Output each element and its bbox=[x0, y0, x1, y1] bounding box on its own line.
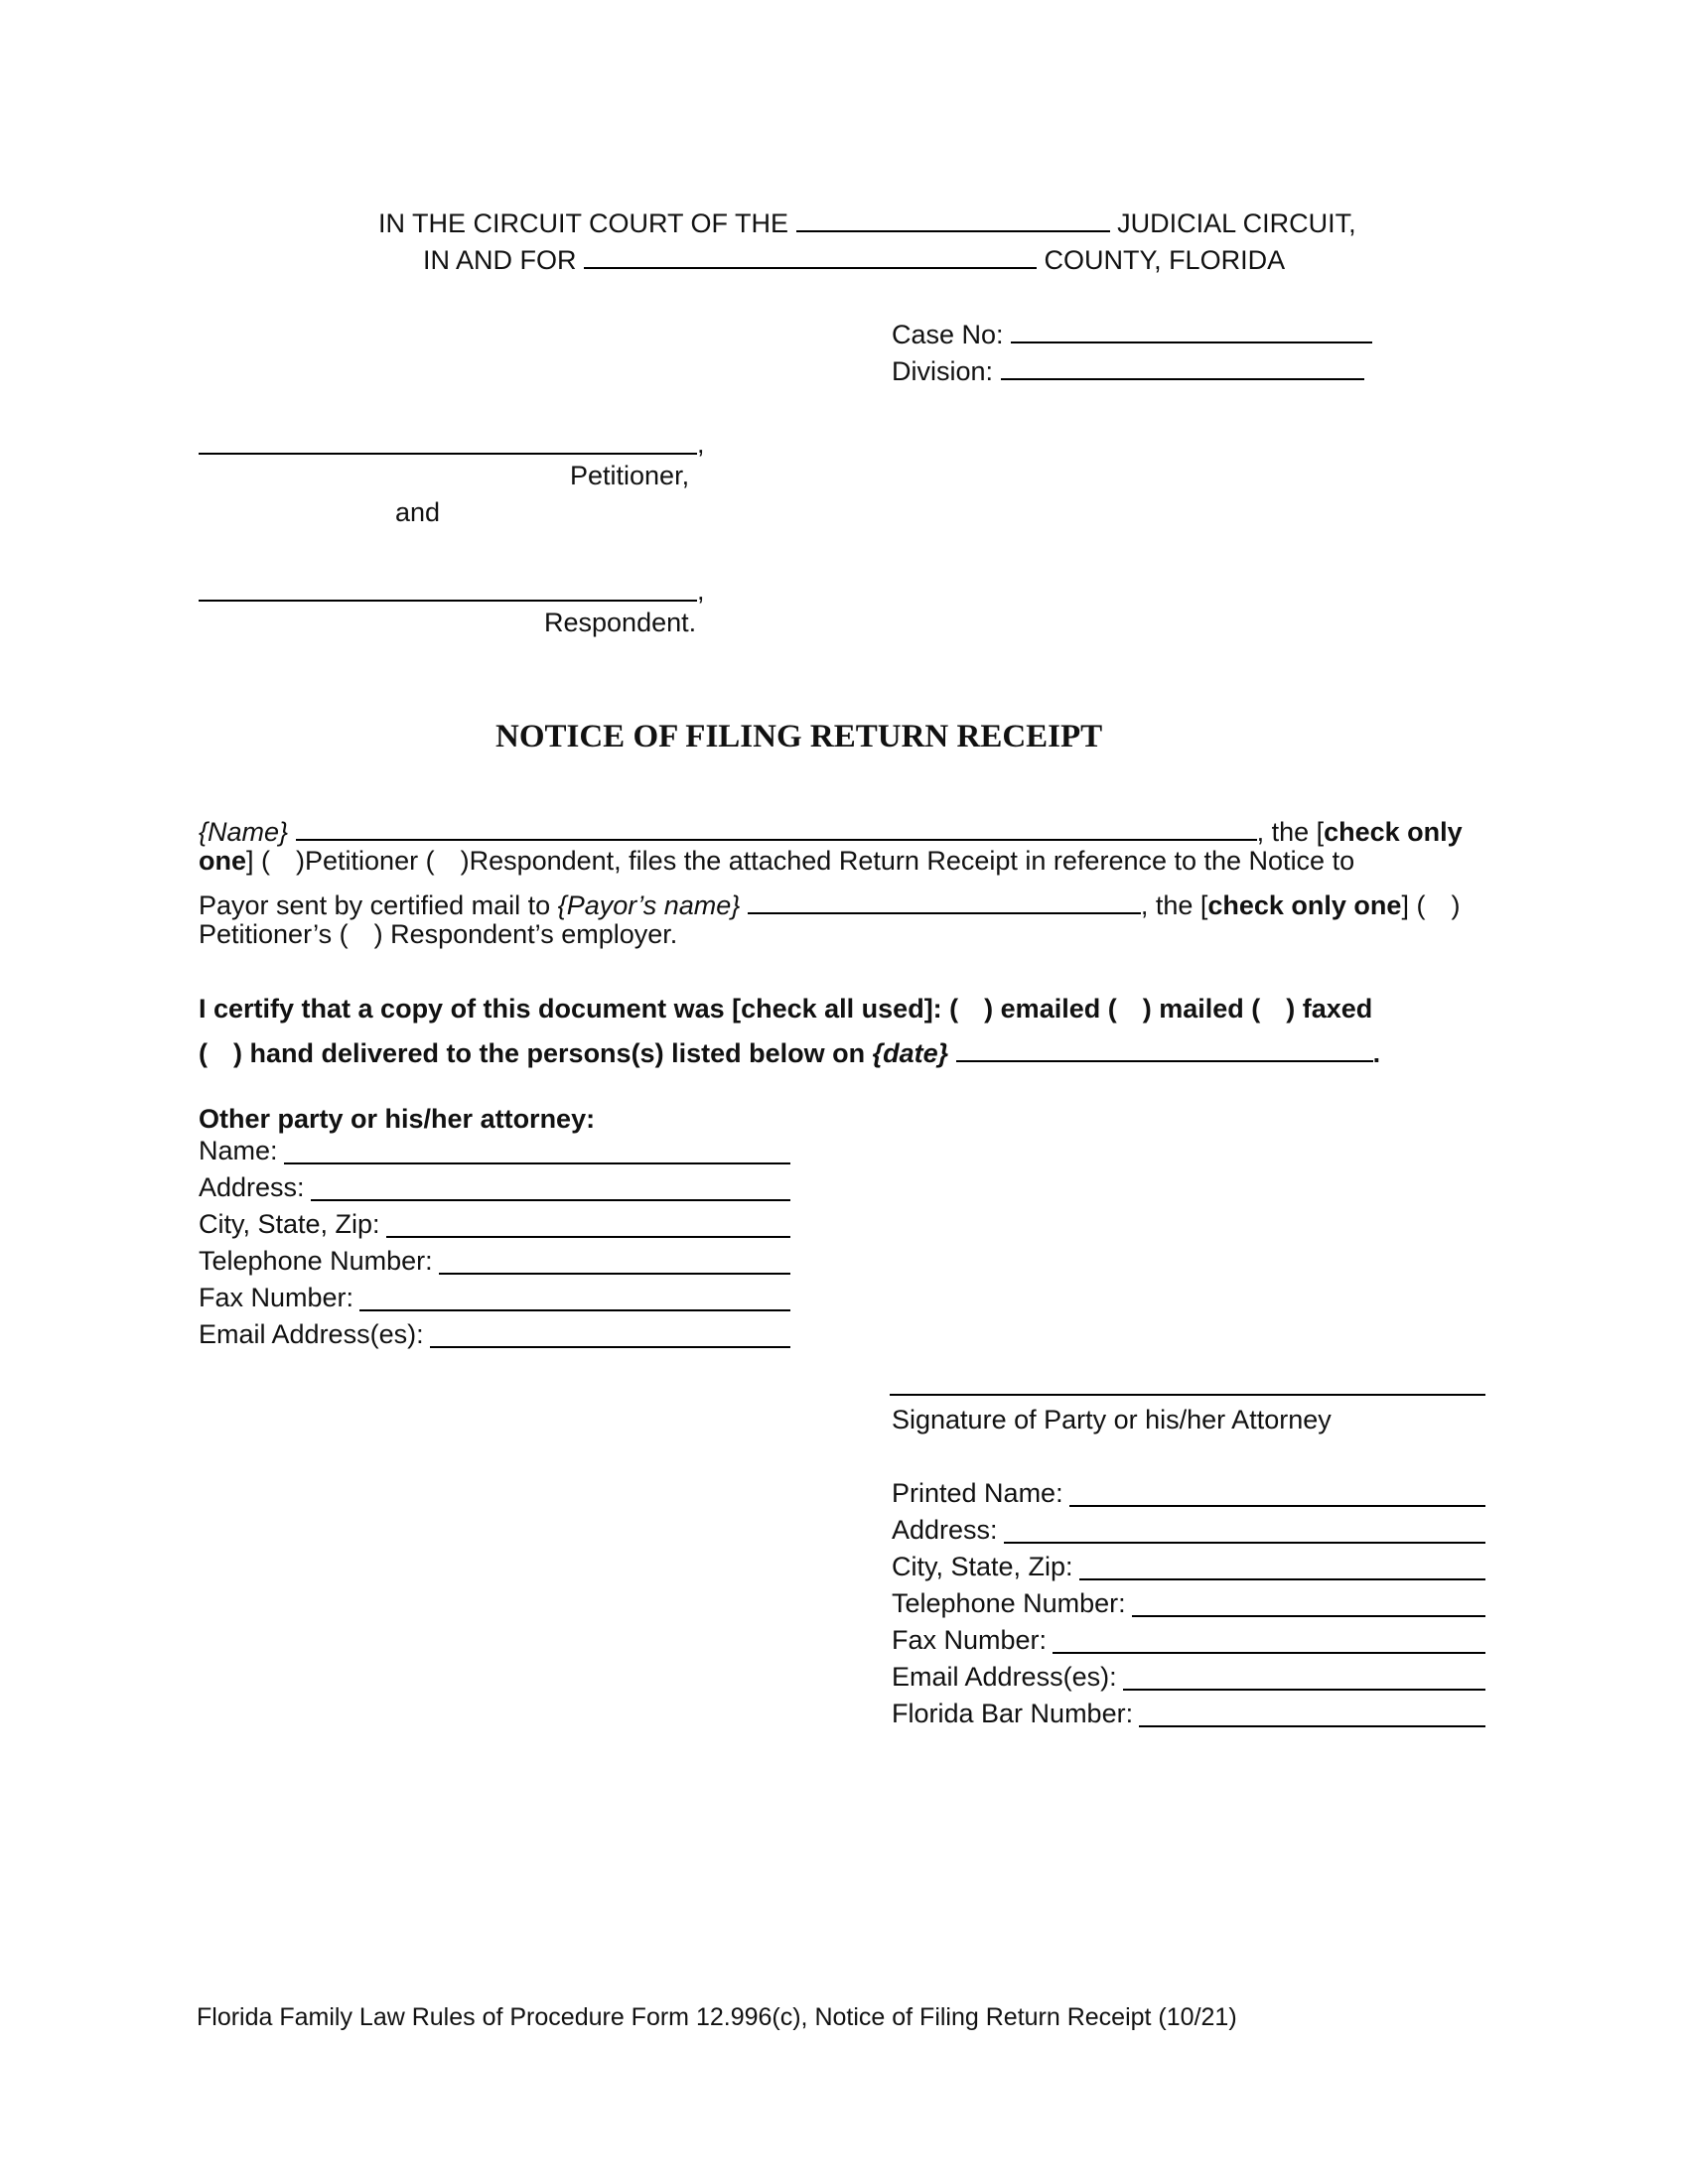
signer-city-blank[interactable] bbox=[1079, 1555, 1485, 1580]
signer-telephone-blank[interactable] bbox=[1132, 1591, 1485, 1617]
other-party-telephone-label: Telephone Number: bbox=[199, 1246, 433, 1276]
close-paren: ) bbox=[1451, 890, 1461, 920]
other-party-fax-blank[interactable] bbox=[359, 1286, 790, 1311]
service-date-blank[interactable] bbox=[956, 1032, 1373, 1062]
other-party-address-blank[interactable] bbox=[311, 1175, 790, 1201]
printed-name-row bbox=[892, 1480, 1485, 1507]
florida-bar-row bbox=[892, 1701, 1485, 1727]
the-text-2: , the [ bbox=[1140, 890, 1208, 920]
other-party-address-label: Address: bbox=[199, 1172, 305, 1202]
signer-fax-label: Fax Number: bbox=[892, 1625, 1048, 1655]
case-no-label: Case No: bbox=[892, 320, 1004, 349]
division-blank[interactable] bbox=[1001, 350, 1364, 380]
respondent-label: Respondent. bbox=[544, 608, 697, 637]
signer-address-blank[interactable] bbox=[1004, 1518, 1485, 1544]
signer-email-blank[interactable] bbox=[1123, 1665, 1485, 1691]
certify-line-2 bbox=[199, 1032, 1380, 1067]
other-party-city-row bbox=[199, 1211, 790, 1238]
county-blank[interactable] bbox=[584, 239, 1037, 269]
document-title: NOTICE OF FILING RETURN RECEIPT bbox=[495, 719, 1103, 754]
payor-text: Payor sent by certified mail to bbox=[199, 890, 551, 920]
respondent-comma: , bbox=[697, 576, 705, 606]
check-only-one-label: check only bbox=[1324, 817, 1463, 847]
court-header-line-1 bbox=[378, 203, 1356, 237]
emailed-option: ) emailed ( bbox=[984, 994, 1117, 1024]
date-placeholder: {date} bbox=[872, 1038, 949, 1068]
signer-email-label: Email Address(es): bbox=[892, 1662, 1117, 1692]
bracket-paren: ] ( bbox=[246, 846, 271, 876]
signer-city-row bbox=[892, 1554, 1485, 1580]
signer-city-label: City, State, Zip: bbox=[892, 1552, 1073, 1581]
body-line-2 bbox=[199, 848, 1354, 875]
other-party-email-row bbox=[199, 1321, 790, 1348]
other-party-email-label: Email Address(es): bbox=[199, 1319, 424, 1349]
other-party-fax-row bbox=[199, 1285, 790, 1311]
county-florida-label: COUNTY, FLORIDA bbox=[1044, 245, 1286, 275]
other-party-city-label: City, State, Zip: bbox=[199, 1209, 380, 1239]
case-no-row bbox=[892, 314, 1372, 348]
certify-text: I certify that a copy of this document was [check all used]: ( bbox=[199, 994, 959, 1024]
body-line-3 bbox=[199, 885, 1460, 919]
signer-address-row bbox=[892, 1517, 1485, 1544]
division-row bbox=[892, 350, 1364, 385]
petitioner-name-blank[interactable] bbox=[199, 453, 697, 455]
signer-email-row bbox=[892, 1664, 1485, 1691]
filer-name-blank[interactable] bbox=[296, 811, 1257, 841]
faxed-option: ) faxed bbox=[1286, 994, 1373, 1024]
signature-line[interactable] bbox=[890, 1394, 1485, 1396]
printed-name-blank[interactable] bbox=[1069, 1481, 1485, 1507]
other-party-name-label: Name: bbox=[199, 1136, 278, 1165]
respondent-name-blank[interactable] bbox=[199, 600, 697, 602]
body-line-1 bbox=[199, 811, 1463, 846]
signer-fax-blank[interactable] bbox=[1053, 1628, 1485, 1654]
court-header-text: IN THE CIRCUIT COURT OF THE bbox=[378, 208, 789, 238]
other-party-address-row bbox=[199, 1174, 790, 1201]
case-no-blank[interactable] bbox=[1011, 314, 1372, 343]
judicial-circuit-blank[interactable] bbox=[796, 203, 1110, 232]
signer-address-label: Address: bbox=[892, 1515, 998, 1545]
the-text: , the [ bbox=[1256, 817, 1325, 847]
other-party-heading: Other party or his/her attorney: bbox=[199, 1104, 596, 1134]
petitioner-option: )Petitioner ( bbox=[296, 846, 435, 876]
check-only-one-label-cont: one bbox=[199, 846, 247, 876]
other-party-city-blank[interactable] bbox=[386, 1212, 790, 1238]
division-label: Division: bbox=[892, 356, 994, 386]
payor-name-placeholder: {Payor’s name} bbox=[557, 890, 741, 920]
judicial-circuit-label: JUDICIAL CIRCUIT, bbox=[1117, 208, 1356, 238]
other-party-telephone-row bbox=[199, 1248, 790, 1275]
respondents-employer-option: ) Respondent’s employer. bbox=[373, 919, 678, 949]
period: . bbox=[1372, 1038, 1381, 1068]
signer-telephone-label: Telephone Number: bbox=[892, 1588, 1126, 1618]
other-party-email-blank[interactable] bbox=[430, 1322, 790, 1348]
other-party-telephone-blank[interactable] bbox=[439, 1249, 790, 1275]
check-only-one-label-2: check only one bbox=[1207, 890, 1402, 920]
other-party-name-blank[interactable] bbox=[284, 1139, 790, 1164]
open-paren: ( bbox=[199, 1038, 208, 1068]
name-placeholder: {Name} bbox=[199, 817, 289, 847]
body-line-4 bbox=[199, 921, 677, 948]
other-party-fax-label: Fax Number: bbox=[199, 1283, 354, 1312]
certify-line-1 bbox=[199, 996, 1372, 1023]
other-party-name-row bbox=[199, 1138, 790, 1164]
and-label: and bbox=[395, 497, 441, 527]
form-footer: Florida Family Law Rules of Procedure Form 12.996(c), Notice of Filing Return Receipt (10/21) bbox=[197, 2003, 1237, 2031]
petitioner-comma: , bbox=[697, 429, 705, 459]
respondent-option: )Respondent, files the attached Return Receipt in reference to the Notice to bbox=[460, 846, 1355, 876]
in-and-for-label: IN AND FOR bbox=[423, 245, 577, 275]
signer-fax-row bbox=[892, 1627, 1485, 1654]
petitioners-option: Petitioner’s ( bbox=[199, 919, 349, 949]
florida-bar-blank[interactable] bbox=[1139, 1702, 1485, 1727]
petitioner-label: Petitioner, bbox=[570, 461, 690, 490]
payor-name-blank[interactable] bbox=[748, 885, 1141, 914]
signature-label: Signature of Party or his/her Attorney bbox=[892, 1405, 1332, 1434]
hand-delivered-option: ) hand delivered to the persons(s) listed below on bbox=[233, 1038, 866, 1068]
printed-name-label: Printed Name: bbox=[892, 1478, 1063, 1508]
florida-bar-label: Florida Bar Number: bbox=[892, 1699, 1134, 1728]
bracket-paren-2: ] ( bbox=[1401, 890, 1426, 920]
court-header-line-2 bbox=[423, 239, 1285, 274]
signer-telephone-row bbox=[892, 1590, 1485, 1617]
mailed-option: ) mailed ( bbox=[1142, 994, 1261, 1024]
